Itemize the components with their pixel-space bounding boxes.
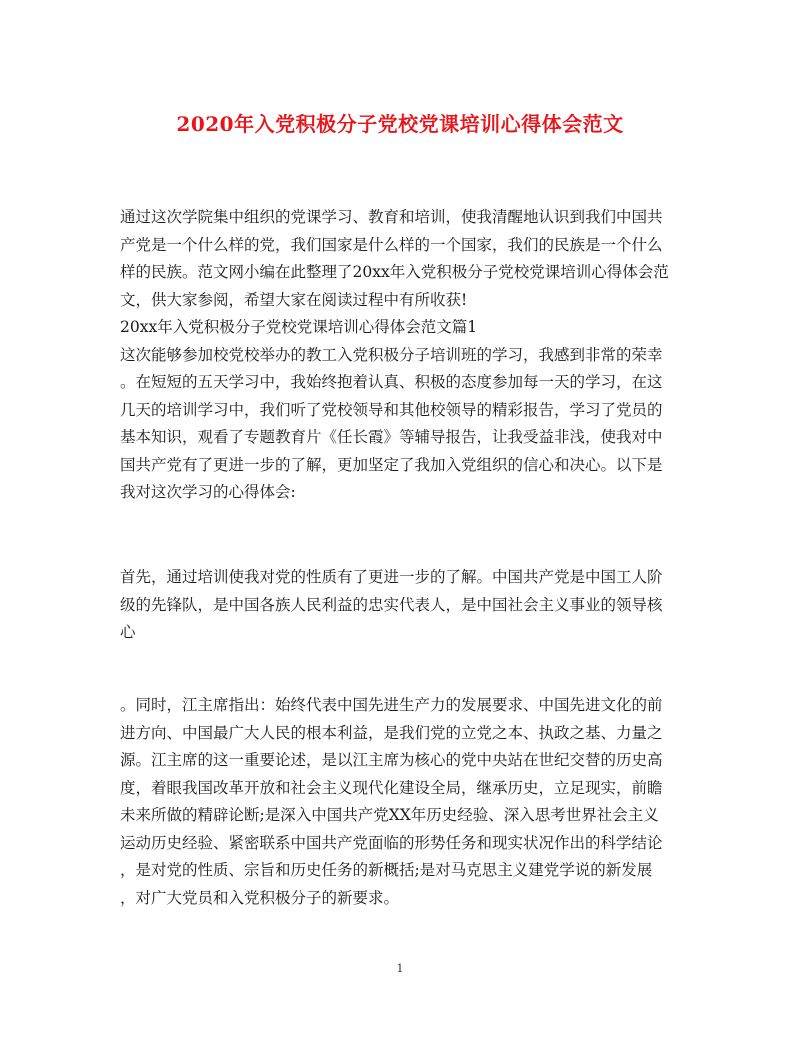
text-line: ，对广大党员和入党积极分子的新要求。 [120,888,400,907]
text-line: ，是对党的性质、宗旨和历史任务的新概括;是对马克思主义建党学说的新发展 [120,861,653,879]
first-point-paragraph [120,564,688,647]
text-line: 样的民族。范文网小编在此整理了20xx年入党积极分子党校党课培训心得体会范 [120,263,669,281]
text-line: 未来所做的精辟论断;是深入中国共产党XX年历史经验、深入思考世界社会主义 [120,806,659,824]
text-line: 级的先锋队，是中国各族人民利益的忠实代表人，是中国社会主义事业的领导核 [120,595,663,614]
text-line: 产党是一个什么样的党，我们国家是什么样的一个国家，我们的民族是一个什么 [120,235,663,254]
text-line: 进方向、中国最广大人民的根本利益，是我们党的立党之本、执政之基、力量之 [120,723,663,742]
text-line: 文，供大家参阅，希望大家在阅读过程中有所收获! [120,290,468,309]
page-number: 1 [396,962,404,975]
text-line: 心 [120,623,136,641]
text-line: 。在短短的五天学习中，我始终抱着认真、积极的态度参加每一天的学习，在这 [120,373,663,391]
text-line: 我对这次学习的心得体会: [120,483,296,501]
intro-paragraph [120,204,688,507]
text-line: 基本知识，观看了专题教育片《任长霞》等辅导报告，让我受益非浅，使我对中 [120,428,663,446]
section-heading: 20xx年入党积极分子党校党课培训心得体会范文篇1 [120,318,478,336]
text-line: 通过这次学院集中组织的党课学习、教育和培训，使我清醒地认识到我们中国共 [120,208,663,226]
text-line: 度，着眼我国改革开放和社会主义现代化建设全局，继承历史，立足现实，前瞻 [120,778,663,797]
text-line: 几天的培训学习中，我们听了党校领导和其他校领导的精彩报告，学习了党员的 [120,400,663,419]
continuation-paragraph [120,692,688,912]
text-line: 首先，通过培训使我对党的性质有了更进一步的了解。中国共产党是中国工人阶 [120,568,663,586]
text-line: 运动历史经验、紧密联系中国共产党面临的形势任务和现实状况作出的科学结论 [120,833,663,852]
text-line: 国共产党有了更进一步的了解，更加坚定了我加入党组织的信心和决心。以下是 [120,455,663,474]
text-line: 源。江主席的这一重要论述，是以江主席为核心的党中央站在世纪交替的历史高 [120,751,663,769]
text-line: 。同时，江主席指出：始终代表中国先进生产力的发展要求、中国先进文化的前 [120,696,663,714]
document-title: 2020年入党积极分子党校党课培训心得体会范文 [176,112,624,136]
text-line: 这次能够参加校党校举办的教工入党积极分子培训班的学习，我感到非常的荣幸 [120,345,663,364]
